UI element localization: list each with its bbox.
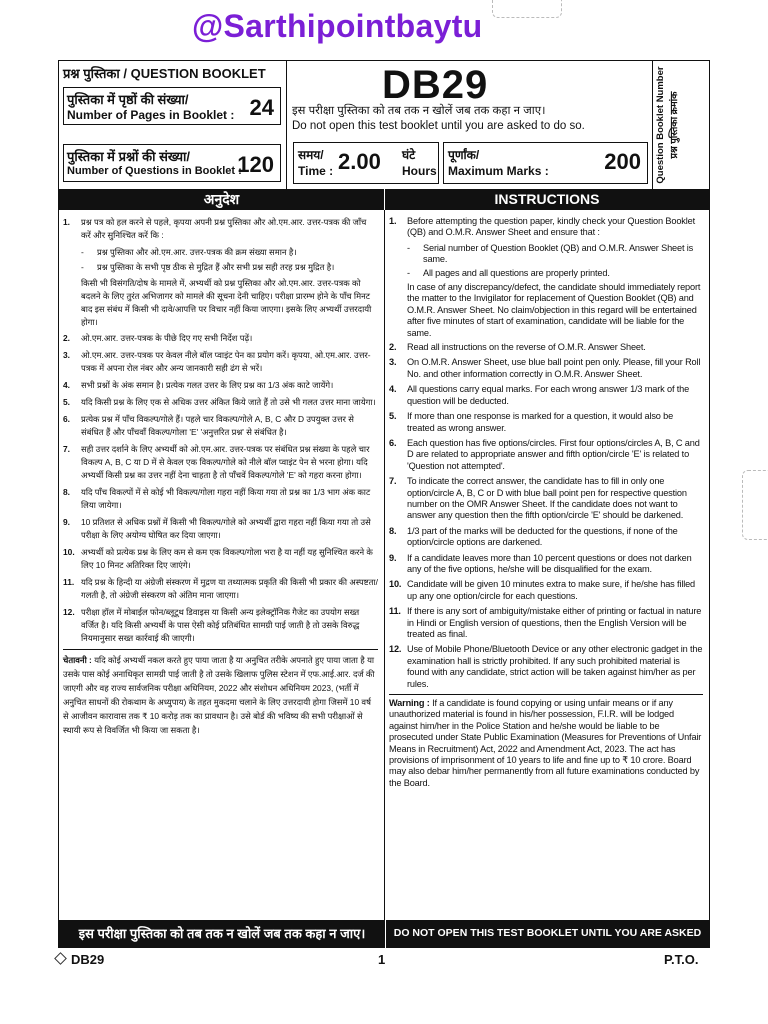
instruction-hi-1 [63,216,378,242]
item-text: यदि पाँच विकल्पों में से कोई भी विकल्प/गोला गहरा नहीं किया गया तो प्रश्न का 1/3 भाग अंक काट लिया जायेगा। [81,487,371,510]
item-text: प्रश्न पुस्तिका के सभी पृष्ठ ठीक से मुद्रित हैं और सभी प्रश्न सही तरह प्रश्न मुद्रित है। [97,262,335,272]
marks-value: 200 [604,149,641,174]
instruction-hi-9 [63,516,378,542]
item-number: 9. [63,517,70,527]
instruction-hi-5 [63,396,378,409]
item-text: प्रश्न पुस्तिका और ओ.एम.आर. उत्तर-पत्रक की क्रम संख्या समान है। [97,247,297,257]
instruction-en-12 [389,644,703,690]
item-text: प्रत्येक प्रश्न में पाँच विकल्प/गोले हैं। पहले चार विकल्प/गोले A, B, C और D उपयुक्त उत्तर से संबंधित हैं और पाँचवाँ विकल्प/गोला 'E' 'अनुत्तरित प्रश्न' से संबंधित है। [81,414,354,437]
instructions-heading-en: INSTRUCTIONS [384,189,709,210]
instructions-heading-band [59,189,709,210]
questions-label-en: Number of Questions in Booklet : [67,165,242,177]
item-text: If there is any sort of ambiguity/mistake either of printing or factual in nature in Hindi or English version of questions, then the English Version will be treated as final. [407,606,702,639]
instruction-en-4 [389,384,703,407]
item-text: ओ.एम.आर. उत्तर-पत्रक के पीछे दिए गए सभी निर्देश पढ़ें। [81,333,253,343]
instruction-hi-4 [63,379,378,392]
questions-value: 120 [237,152,274,177]
cover-header [59,61,653,189]
instructions-heading-hi: अनुदेश [203,191,240,207]
item-number: 3. [63,350,70,360]
time-value: 2.00 [338,149,381,174]
item-text: 1/3 part of the marks will be deducted for the questions, if none of the option/circle options are darkened. [407,525,678,548]
instructions-hindi [59,210,385,920]
scan-mark-right [742,470,768,540]
booklet-number-label-hi: प्रश्न पुस्तिका क्रमांक [669,91,680,159]
item-number: 7. [389,476,397,487]
item-number: 5. [63,397,70,407]
item-text: Read all instructions on the reverse of O.M.R. Answer Sheet. [407,342,646,353]
time-unit-en: Hours [402,164,437,178]
item-text: ओ.एम.आर. उत्तर-पत्रक पर केवल नीले बॉल प्वाइंट पेन का प्रयोग करें। कृपया, ओ.एम.आर. उत्तर-पत्रक में अपना रोल नंबर और अन्य जानकारी सही ढंग से भरें। [81,350,371,373]
instruction-hi-6 [63,413,378,439]
item-number: 11. [63,577,75,587]
questions-count-box [63,144,281,182]
questions-label-hi: पुस्तिका में प्रश्नों की संख्या/ [67,149,191,164]
instruction-hi-1b [81,261,378,274]
notice-en: Do not open this test booklet until you are asked to do so. [292,120,585,132]
do-not-open-en: DO NOT OPEN THIS TEST BOOKLET UNTIL YOU ARE ASKED TO DO SO. [385,920,709,974]
page-number: 1 [378,952,386,967]
dash-bullet: - [81,262,84,272]
warning-en [389,694,703,789]
item-text: On O.M.R. Answer Sheet, use blue ball point pen only. Please, fill your Roll No. and other information correctly in O.M.R. Answer Sheet. [407,357,701,379]
marks-box [443,142,648,184]
instruction-hi-1a [81,246,378,259]
question-booklet-cover [58,60,710,966]
item-text: सभी प्रश्नों के अंक समान है। प्रत्येक गलत उत्तर के लिए प्रश्न का 1/3 अंक काटे जायेंगे। [81,380,334,390]
instruction-hi-3 [63,349,378,375]
item-text: 10 प्रतिशत से अधिक प्रश्नों में किसी भी विकल्प/गोले को अभ्यर्थी द्वारा गहरा नहीं किया गया तो उसे परीक्षा के लिए अयोग्य घोषित कर दिया जाएगा। [81,517,371,540]
item-number: 10. [63,547,75,557]
instruction-hi-8 [63,486,378,512]
item-text: अभ्यर्थी को प्रत्येक प्रश्न के लिए कम से कम एक विकल्प/गोला भरा है या नहीं यह सुनिश्चित करने के लिए 10 मिनट अतिरिक्त दिए जाएंगे। [81,547,373,570]
dash-bullet: - [407,242,410,253]
item-number: 1. [389,216,397,226]
instruction-en-11 [389,606,703,640]
item-text: If more than one response is marked for a question, it would also be treated as wrong answer. [407,411,674,433]
instruction-en-6 [389,438,703,472]
dash-bullet: - [407,267,410,278]
channel-watermark: @Sarthipointbaytu [192,8,483,44]
item-text: To indicate the correct answer, the candidate has to fill in only one option/circle A, B, C or D with blue ball point pen for respective question number on the OMR Answer Sheet. If the candidate does not want to answer any question then the fifth option/circle 'E' should be darkened. [407,476,687,521]
item-text: परीक्षा हॉल में मोबाईल फोन/ब्लूटूथ डिवाइस या किसी अन्य इलेक्ट्रॉनिक गैजेट का उपयोग सख्त वर्जित है। यदि किसी अभ्यर्थी के पास ऐसी कोई प्रतिबंधित सामग्री पाई जाती है तो उसके विरुद्ध नियमानुसार सख्त कार्रवाई की जाएगी। [81,607,360,643]
booklet-info [59,61,287,189]
pages-label-en: Number of Pages in Booklet : [67,108,235,122]
item-text: All pages and all questions are properly printed. [423,267,610,278]
item-text: Serial number of Question Booklet (QB) and O.M.R. Answer Sheet is same. [423,242,694,265]
booklet-code: DB29 [382,63,489,107]
item-number: 2. [389,342,397,353]
item-number: 12. [389,644,402,655]
warning-hi [63,649,378,737]
item-text: यदि किसी प्रश्न के लिए एक से अधिक उत्तर अंकित किये जाते हैं तो उसे भी गलत उत्तर माना जायेगा। [81,397,376,407]
pages-count-box [63,87,281,125]
footer-code [56,952,104,967]
warning-text-hi: यदि कोई अभ्यर्थी नकल करते हुए पाया जाता है या अनुचित तरीके अपनाते हुए पाया जाता है या उसके पास कोई अनाधिकृत सामग्री पाई जाती है तो उसके खिलाफ पुलिस स्टेशन में एफ.आई.आर. दर्ज की जाएगी और वह राज्य सार्वजनिक परीक्षा अधिनियम, 2022 और संशोधन अधिनियम 2023, (भर्ती में अनुचित साधनों की रोकथाम के अध्युपाय) के तहत मुकदमा चलाने के लिए उत्तरदायी होगा जिसमें 10 वर्ष से आजीवन कारावास तक ₹ 10 करोड़ तक का प्रावधान है। उसे बोर्ड की भविष्य की सभी परीक्षाओं से स्थायी रूप से विवर्जित भी किया जा सकता है। [63,655,375,735]
instruction-en-7 [389,476,703,522]
time-label-en: Time : [298,164,334,178]
instruction-hi-12 [63,606,378,645]
instruction-en-5 [389,411,703,434]
item-number: 6. [63,414,70,424]
instruction-en-1b [407,268,703,279]
item-text: Use of Mobile Phone/Bluetooth Device or any other electronic gadget in the examination hall is strictly prohibited. If any such prohibited material is found with any candidate, strict action will be taken against him/her as per rules. [407,644,703,689]
scan-mark-top [492,0,562,18]
item-text: If a candidate leaves more than 10 percent questions or does not darken any of the five options, he/she will be disqualified for the exam. [407,552,692,574]
time-box [293,142,439,184]
item-number: 4. [389,384,397,395]
item-number: 10. [389,579,402,590]
item-text: यदि प्रश्न के हिन्दी या अंग्रेजी संस्करण में मुद्रण या तथ्यात्मक प्रकृति की किसी भी प्रकार की अस्पष्टता/गलती है, तो अंग्रेजी संस्करण को अंतिम माना जाएगा। [81,577,378,600]
item-number: 1. [63,217,70,227]
time-unit-hi: घंटे [402,148,416,162]
instruction-en-2 [389,342,703,353]
warning-label-hi: चेतावनी : [63,655,92,665]
booklet-number-label [653,61,709,189]
instruction-en-1-para: In case of any discrepancy/defect, the candidate should immediately report the matter to the Invigilator for replacement of Question Booklet (QB) and O.M.R. Answer Sheet. No claim/objection in this regard will be entertained after five minutes of start of examination, candidate will be liable for the same. [407,282,701,338]
marks-label-en: Maximum Marks : [448,164,549,178]
item-number: 6. [389,437,397,448]
instruction-hi-11 [63,576,378,602]
instructions-english [385,210,709,920]
instruction-en-8 [389,526,703,549]
item-text: Each question has five options/circles. First four options/circles A, B, C and D are related to appropriate answer and fifth option/circle 'E' is related to 'Question not attempted'. [407,437,700,471]
item-number: 2. [63,333,70,343]
footer-code-text: DB29 [71,952,105,967]
item-number: 7. [63,444,70,454]
booklet-title: प्रश्न पुस्तिका / QUESTION BOOKLET [63,66,266,81]
item-text: प्रश्न पत्र को हल करने से पहले, कृपया अपनी प्रश्न पुस्तिका और ओ.एम.आर. उत्तर-पत्रक की जाँच करें और सुनिश्चित करें कि : [81,217,367,240]
do-not-open-hi: इस परीक्षा पुस्तिका को तब तक न खोलें जब तक कहा न जाए। [78,926,366,941]
warning-label-en: Warning : [389,698,430,709]
instruction-hi-2 [63,332,378,345]
item-number: 11. [389,606,401,617]
item-number: 5. [389,411,397,422]
instruction-en-1a [407,243,703,266]
instruction-hi-10 [63,546,378,572]
instruction-en-3 [389,357,703,380]
notice-hi: इस परीक्षा पुस्तिका को तब तक न खोलें जब तक कहा न जाए। [292,105,546,117]
pages-label-hi: पुस्तिका में पृष्ठों की संख्या/ [67,92,189,107]
dash-bullet: - [81,247,84,257]
item-number: 12. [63,607,75,617]
instruction-en-9 [389,553,703,576]
instruction-hi-7 [63,443,378,482]
marks-label-hi: पूर्णांक/ [448,148,480,162]
item-text: Before attempting the question paper, kindly check your Question Booklet (QB) and O.M.R. Answer Sheet and ensure that : [407,216,695,238]
item-text: सही उत्तर दर्शाने के लिए अभ्यर्थी को ओ.एम.आर. उत्तर-पत्रक पर संबंधित प्रश्न संख्या के पहले चार विकल्प A, B, C या D में से केवल एक विकल्प/गोले को नीले बॉल प्वाइंट पेन से भरना होगा। यदि अभ्यर्थी किसी प्रश्न का उत्तर नहीं देना चाहता है तो पाँचवें विकल्प/गोले 'E' को गहरा करना होगा। [81,444,370,480]
warning-text-en: If a candidate is found copying or using unfair means or if any unauthorized material is found in his/her possession, F.I.R. will be lodged against him/her in the Police Station and he/she would be liable to be prosecuted under State Public Examination (Measures for Preventions of Unfair Means in Recruitment) Act, 2022 and Amendment Act, 2023. The act has provisions of imprisonment of 10 years to life and fine up to ₹ 10 crore. Board may also debar him/her permanently from all future examinations conducted by the Board. [389,698,702,788]
instruction-hi-1-para: किसी भी विसंगति/दोष के मामले में, अभ्यर्थी को प्रश्न पुस्तिका और ओ.एम.आर. उत्तर-पत्रक को बदलने के लिए तुरंत अभिजागर को मामले की सूचना देनी चाहिए। परीक्षा प्रारम्भ होने के पाँच मिनट बाद इस संबंध में किसी भी दावे/आपत्ति पर विचार नहीं किया जाएगा। इसके लिए अभ्यर्थी उत्तरदायी होगा। [81,278,372,327]
item-text: Candidate will be given 10 minutes extra to make sure, if he/she has filled up any one option/circle for each questions. [407,579,696,601]
instruction-en-1 [389,216,703,239]
item-text: All questions carry equal marks. For each wrong answer 1/3 mark of the question will be deducted. [407,384,690,406]
instruction-en-10 [389,579,703,602]
item-number: 9. [389,552,397,563]
item-number: 4. [63,380,70,390]
time-label-hi: समय/ [298,148,324,162]
item-number: 8. [63,487,70,497]
item-number: 8. [389,525,397,536]
pages-value: 24 [249,95,274,120]
item-number: 3. [389,357,397,368]
booklet-number-label-en: Question Booklet Number [655,66,666,184]
pto-label: P.T.O. [664,952,699,967]
diamond-icon [54,952,67,965]
